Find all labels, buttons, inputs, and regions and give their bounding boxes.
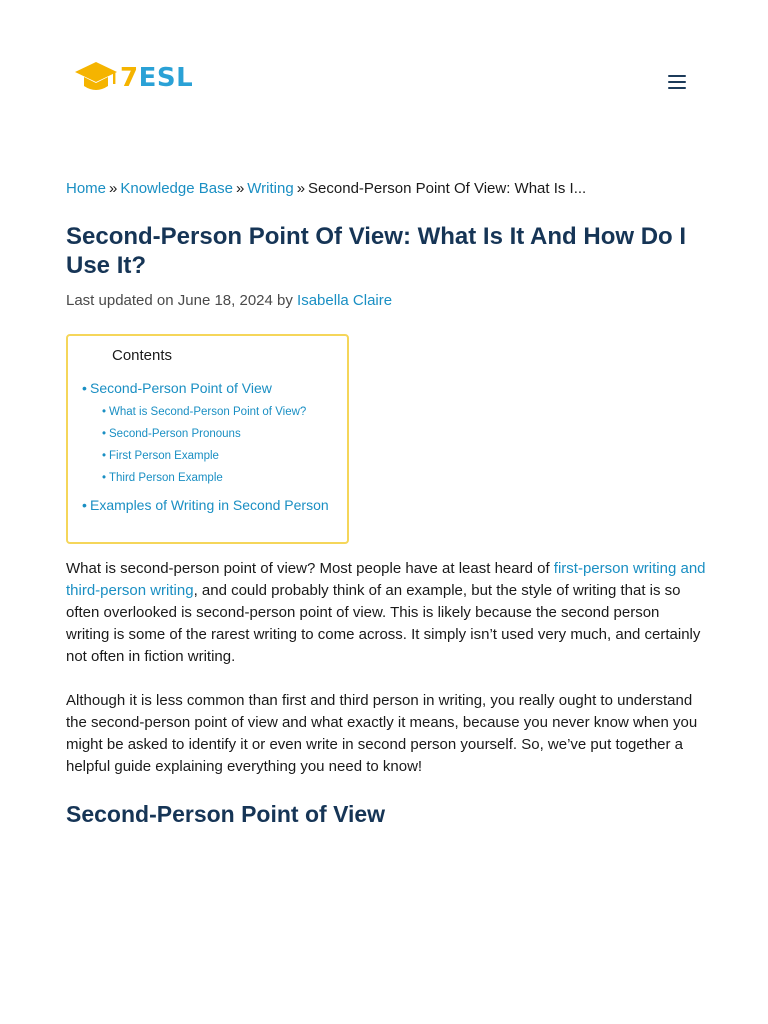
toc-link-examples[interactable]: Examples of Writing in Second Person <box>90 497 329 513</box>
toc-link-second-person-pov[interactable]: Second-Person Point of View <box>90 380 272 396</box>
paragraph-text: What is second-person point of view? Most people have at least heard of <box>66 560 554 577</box>
bullet-icon: • <box>102 472 107 484</box>
toc-item <box>82 495 333 516</box>
breadcrumb-separator: » <box>296 180 306 197</box>
toc-subitem <box>102 405 333 420</box>
meta-by: by <box>277 292 293 309</box>
meta-prefix: Last updated on <box>66 292 174 309</box>
toc-title: Contents <box>112 347 173 364</box>
toc-link-what-is[interactable]: What is Second-Person Point of View? <box>109 406 307 418</box>
bullet-icon: • <box>102 406 107 418</box>
intro-paragraph <box>66 558 706 668</box>
toc-subitem <box>102 449 333 464</box>
breadcrumb-separator: » <box>109 180 118 197</box>
hamburger-icon[interactable] <box>666 72 688 92</box>
graduation-cap-icon <box>74 60 118 96</box>
breadcrumb-home[interactable]: Home <box>66 180 107 197</box>
bullet-icon: • <box>82 380 87 396</box>
bullet-icon: • <box>102 450 107 462</box>
breadcrumb-separator: » <box>235 180 245 197</box>
bullet-icon: • <box>82 497 87 513</box>
table-of-contents <box>66 334 349 544</box>
paragraph-text: , and could probably think of an example, but the style of writing that is so often overlooked is second-person point of view. This is likely because the second person writing is some of the rarest writing to come across. It simply isn’t used very much, and certainly not often in fiction writing. <box>66 582 701 665</box>
toc-link-third-person-example[interactable]: Third Person Example <box>109 472 223 484</box>
toc-link-first-person-example[interactable]: First Person Example <box>109 450 219 462</box>
toc-subitem <box>102 471 333 486</box>
first-third-person-link[interactable]: first-person writing and third-person writing <box>66 560 706 599</box>
bullet-icon: • <box>102 428 107 440</box>
breadcrumb-knowledge-base[interactable]: Knowledge Base <box>120 180 233 197</box>
logo-text: 7ESL <box>120 63 194 93</box>
main-content <box>66 178 706 828</box>
toc-subitem <box>102 427 333 442</box>
breadcrumb-writing[interactable]: Writing <box>247 180 294 197</box>
publish-date: June 18, 2024 <box>177 292 273 309</box>
toc-item <box>82 378 333 398</box>
breadcrumb-current: Second-Person Point Of View: What Is I... <box>308 180 587 197</box>
second-paragraph: Although it is less common than first and third person in writing, you really ought to understand the second-person point of view and what exactly it means, because you never know when you might be asked to identify it or even write in second person yourself. So, we’ve put together a helpful guide explaining everything you need to know! <box>66 692 698 775</box>
toc-link-pronouns[interactable]: Second-Person Pronouns <box>109 428 241 440</box>
page-title: Second-Person Point Of View: What Is It And How Do I Use It? <box>66 223 687 279</box>
site-logo[interactable] <box>74 60 193 96</box>
article-meta <box>66 291 706 311</box>
site-header <box>0 0 768 160</box>
breadcrumb <box>66 178 706 200</box>
author-link[interactable]: Isabella Claire <box>297 292 393 309</box>
section-heading: Second-Person Point of View <box>66 801 386 827</box>
